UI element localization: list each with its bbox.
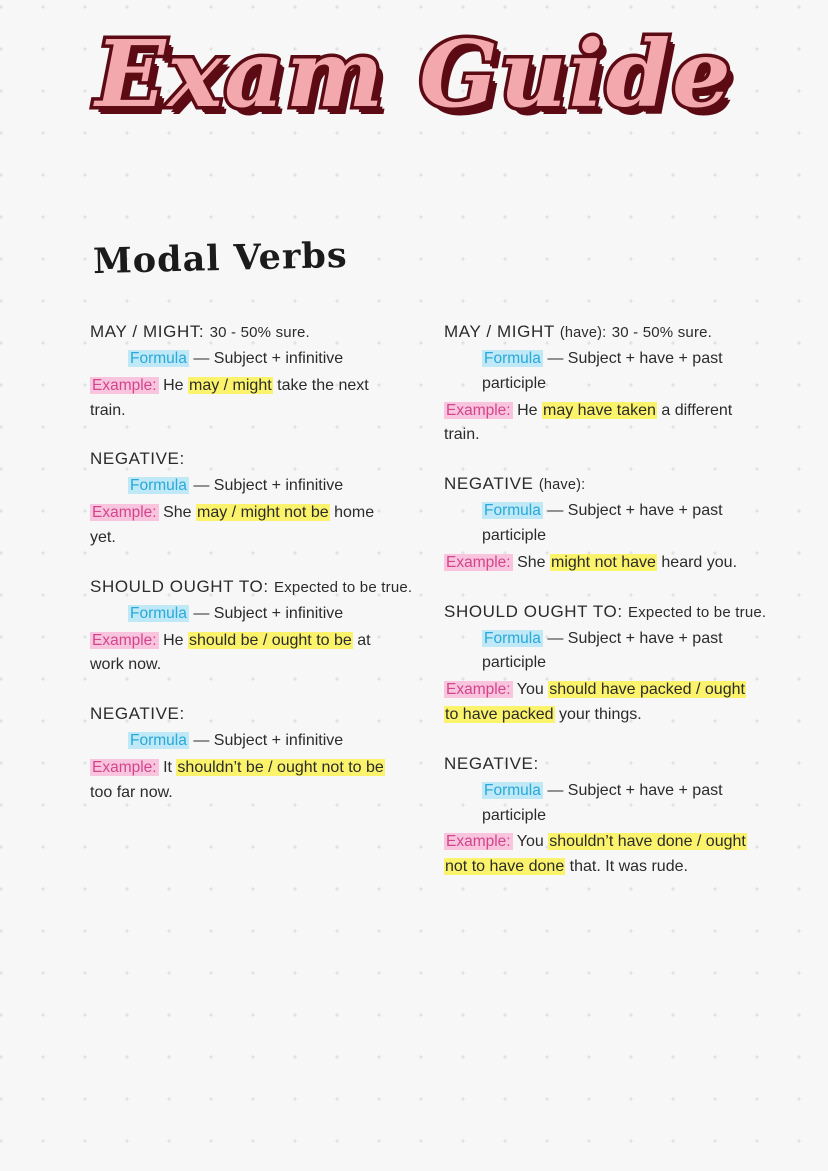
block-negative-1: [90, 449, 392, 550]
block-heading: [90, 576, 413, 597]
column-left: [0, 322, 414, 906]
block-should-ought-to-have: [444, 601, 767, 728]
heading-sub: (have):: [538, 477, 586, 494]
heading-desc: Expected to be true.: [274, 578, 413, 596]
formula-line: [90, 729, 392, 754]
formula-tag: Formula: [130, 477, 187, 495]
heading-desc: 30 - 50% sure.: [611, 324, 713, 341]
dash: —: [193, 350, 210, 367]
example-post: at work now.: [90, 631, 371, 674]
formula-tag: Formula: [130, 350, 187, 367]
heading-title: NEGATIVE:: [90, 704, 185, 724]
formula-tag: Formula: [484, 629, 541, 647]
example-highlight: may have taken: [542, 401, 656, 419]
example-post: heard you.: [656, 553, 738, 571]
example-line: [444, 399, 758, 449]
example-highlight: might not have: [551, 553, 656, 571]
dash: —: [193, 604, 210, 622]
formula-text: Subject + infinitive: [213, 732, 344, 750]
heading-title: MAY / MIGHT:: [90, 322, 205, 341]
block-heading: [444, 754, 758, 774]
example-post: home yet.: [90, 504, 375, 546]
formula-line: [444, 499, 758, 549]
block-heading: [90, 704, 392, 724]
example-pre: She: [517, 553, 550, 571]
example-line: [90, 374, 392, 424]
heading-title: NEGATIVE:: [444, 753, 539, 773]
formula-line: [90, 474, 392, 499]
example-line: [90, 501, 392, 551]
example-tag: Example:: [92, 758, 157, 776]
formula-text: Subject + have + past participle: [482, 502, 723, 544]
example-pre: She: [163, 504, 196, 522]
example-post: take the next train.: [90, 376, 369, 419]
example-highlight: may / might not be: [197, 504, 329, 522]
example-tag: Example:: [92, 504, 157, 522]
example-pre: He: [517, 401, 542, 419]
formula-text: Subject + infinitive: [213, 604, 344, 622]
example-tag: Example:: [446, 833, 511, 851]
example-highlight: may / might: [188, 376, 272, 394]
content-columns: [0, 322, 828, 906]
block-may-might-have: [444, 322, 758, 448]
dash: —: [193, 477, 210, 495]
block-negative-3: [444, 754, 758, 880]
formula-text: Subject + infinitive: [213, 350, 344, 367]
formula-line: [90, 602, 392, 627]
example-line: [444, 678, 758, 728]
example-pre: You: [516, 681, 549, 699]
block-heading: [90, 449, 392, 469]
formula-tag: Formula: [130, 732, 187, 750]
block-should-ought-to: [90, 576, 413, 678]
example-tag: Example:: [446, 553, 511, 571]
section-heading: Modal Verbs: [92, 234, 349, 283]
heading-desc: Expected to be true.: [628, 603, 767, 621]
example-pre: You: [516, 833, 549, 851]
column-right: [414, 322, 828, 906]
example-pre: He: [163, 631, 188, 649]
block-negative-have: [444, 474, 758, 575]
dash: —: [547, 350, 564, 367]
example-tag: Example:: [446, 681, 511, 699]
example-tag: Example:: [92, 376, 157, 394]
example-line: [444, 551, 758, 576]
formula-text: Subject + infinitive: [213, 477, 344, 495]
page-title: Exam Guide: [95, 20, 733, 128]
example-tag: Example:: [446, 401, 511, 419]
block-negative-2: [90, 704, 392, 805]
example-line: [444, 830, 758, 880]
example-post: that. It was rude.: [565, 858, 688, 876]
heading-sub: (have):: [559, 325, 607, 341]
example-highlight: should be / ought to be: [188, 631, 352, 649]
heading-title: MAY / MIGHT: [444, 322, 555, 341]
block-may-might: [90, 322, 392, 423]
example-post: your things.: [554, 705, 642, 723]
example-line: [90, 756, 392, 806]
dash: —: [547, 502, 564, 520]
block-heading: [444, 601, 767, 622]
example-post: a different train.: [444, 401, 733, 444]
heading-desc: 30 - 50% sure.: [209, 324, 310, 341]
title-banner: [0, 20, 828, 128]
heading-title: SHOULD OUGHT TO:: [90, 576, 269, 596]
heading-title: SHOULD OUGHT TO:: [444, 601, 623, 621]
example-pre: It: [163, 758, 177, 776]
dash: —: [547, 781, 564, 799]
heading-title: NEGATIVE:: [90, 449, 185, 469]
dash: —: [193, 732, 210, 750]
example-highlight: should have packed / ought to have packed: [445, 681, 745, 723]
example-tag: Example:: [92, 631, 157, 649]
formula-tag: Formula: [484, 502, 541, 520]
formula-line: [444, 347, 758, 397]
formula-text: Subject + have + past participle: [482, 781, 723, 824]
example-line: [90, 629, 392, 679]
formula-tag: Formula: [484, 781, 541, 799]
block-heading: [444, 322, 758, 342]
formula-tag: Formula: [130, 604, 187, 622]
formula-tag: Formula: [484, 350, 541, 367]
formula-text: Subject + have + past participle: [482, 629, 723, 672]
formula-line: [444, 779, 758, 829]
example-pre: He: [163, 376, 188, 394]
block-heading: [90, 322, 392, 342]
formula-text: Subject + have + past participle: [482, 350, 723, 392]
formula-line: [90, 347, 392, 372]
example-highlight: shouldn’t be / ought not to be: [177, 758, 384, 776]
example-post: too far now.: [90, 783, 173, 801]
dash: —: [547, 629, 564, 647]
formula-line: [444, 627, 758, 677]
example-highlight: shouldn’t have done / ought not to have done: [445, 833, 746, 876]
heading-title: NEGATIVE: [444, 474, 534, 494]
block-heading: [444, 474, 758, 494]
